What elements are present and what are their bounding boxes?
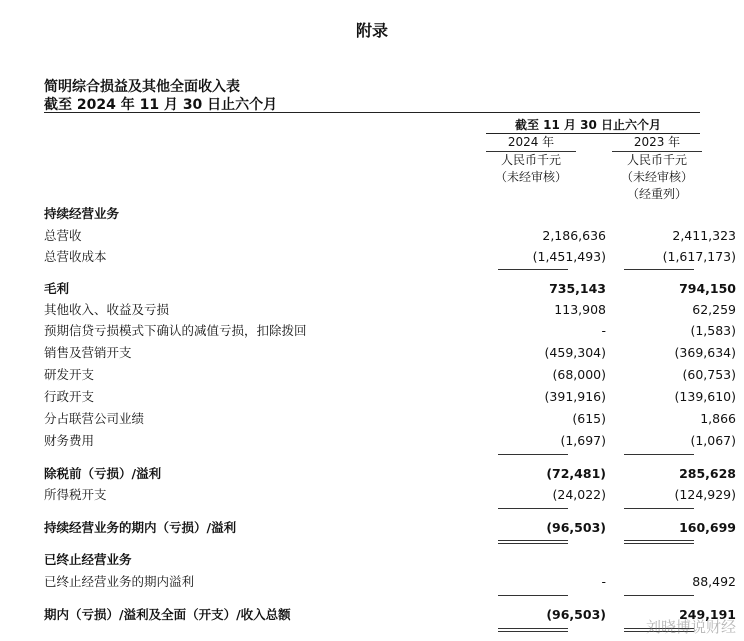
table-row (44, 299, 736, 320)
table-row (44, 342, 736, 363)
header-rule (44, 112, 700, 113)
row-label: 毛利 (44, 281, 70, 296)
value-2023: (369,634) (674, 345, 736, 360)
value-2023: 160,699 (679, 520, 736, 535)
subtotal-rule (624, 595, 694, 596)
value-2023: (139,610) (674, 389, 736, 404)
row-label: 期内（亏损）/溢利及全面（开支）/收入总额 (44, 607, 291, 622)
column-currency-2023: 人民币千元 (626, 153, 687, 167)
value-2023: 1,866 (700, 411, 736, 426)
table-row (44, 386, 736, 407)
value-2024: 113,908 (554, 302, 606, 317)
table-row (44, 203, 700, 224)
column-note2-2023: （经重列） (626, 187, 687, 201)
row-label: 预期信贷亏损模式下确认的减值亏损，扣除拨回 (44, 323, 307, 338)
value-2023: (1,583) (690, 323, 736, 338)
watermark: 刘晓博说财经 (645, 618, 736, 636)
value-2023: 794,150 (679, 281, 736, 296)
subtotal-rule (624, 508, 694, 509)
period-label: 截至 11 月 30 日止六个月 (514, 118, 662, 132)
table-row (44, 320, 736, 341)
table-row (44, 246, 736, 267)
value-2024: (391,916) (544, 389, 606, 404)
total-double-rule (624, 540, 694, 544)
subtotal-rule (624, 269, 694, 270)
column-header-2024 (486, 134, 576, 186)
statement-title-line2: 截至 2024 年 11 月 30 日止六个月 (44, 97, 278, 113)
table-row (44, 278, 736, 299)
value-2024: (96,503) (546, 607, 606, 622)
value-2024: (24,022) (552, 487, 606, 502)
table-row (44, 225, 736, 246)
column-year-2023: 2023 年 (612, 134, 702, 152)
column-year-2024: 2024 年 (486, 134, 576, 152)
value-2023: 249,191 (679, 607, 736, 622)
row-label: 持续经营业务 (44, 206, 120, 221)
value-2023: (1,617,173) (662, 249, 736, 264)
row-label: 除税前（亏损）/溢利 (44, 466, 162, 481)
value-2024: 2,186,636 (542, 228, 606, 243)
table-row (44, 549, 700, 570)
column-currency-2024: 人民币千元 (500, 153, 561, 167)
table-row (44, 604, 736, 625)
value-2023: (1,067) (690, 433, 736, 448)
value-2024: (72,481) (546, 466, 606, 481)
table-row (44, 571, 736, 592)
value-2024: (1,451,493) (532, 249, 606, 264)
value-2024: (68,000) (552, 367, 606, 382)
row-label: 持续经营业务的期内（亏损）/溢利 (44, 520, 237, 535)
value-2024: (1,697) (560, 433, 606, 448)
subtotal-rule (624, 454, 694, 455)
subtotal-rule (498, 595, 568, 596)
row-label: 总营收 (44, 228, 82, 243)
value-2023: 62,259 (692, 302, 736, 317)
statement-title (44, 78, 277, 114)
appendix-title: 附录 (355, 21, 388, 40)
total-double-rule (498, 628, 568, 632)
table-row (44, 517, 736, 538)
column-header-2023 (612, 134, 702, 203)
statement-title-line1: 简明综合损益及其他全面收入表 (44, 79, 240, 95)
table-row (44, 408, 736, 429)
table-row (44, 484, 736, 505)
value-2024: 735,143 (549, 281, 606, 296)
value-2023: (124,929) (674, 487, 736, 502)
total-double-rule (498, 540, 568, 544)
table-row (44, 463, 736, 484)
value-2023: (60,753) (682, 367, 736, 382)
value-2023: 88,492 (692, 574, 736, 589)
column-note-2023: （未经审核） (620, 170, 693, 184)
subtotal-rule (498, 269, 568, 270)
table-row (44, 364, 736, 385)
row-label: 销售及营销开支 (44, 345, 132, 360)
value-2024: (96,503) (546, 520, 606, 535)
row-label: 已终止经营业务的期内溢利 (44, 574, 195, 589)
row-label: 已终止经营业务 (44, 552, 132, 567)
value-2024: (459,304) (544, 345, 606, 360)
row-label: 其他收入、收益及亏损 (44, 302, 170, 317)
table-row (44, 430, 736, 451)
row-label: 总营收成本 (44, 249, 107, 264)
row-label: 行政开支 (44, 389, 95, 404)
value-2023: 285,628 (679, 466, 736, 481)
row-label: 分占联营公司业绩 (44, 411, 145, 426)
value-2023: 2,411,323 (672, 228, 736, 243)
row-label: 研发开支 (44, 367, 95, 382)
value-2024: (615) (572, 411, 606, 426)
value-2024: - (601, 323, 606, 338)
value-2024: - (601, 574, 606, 589)
row-label: 所得税开支 (44, 487, 107, 502)
subtotal-rule (498, 508, 568, 509)
subtotal-rule (498, 454, 568, 455)
row-label: 财务费用 (44, 433, 95, 448)
column-note-2024: （未经审核） (494, 170, 567, 184)
